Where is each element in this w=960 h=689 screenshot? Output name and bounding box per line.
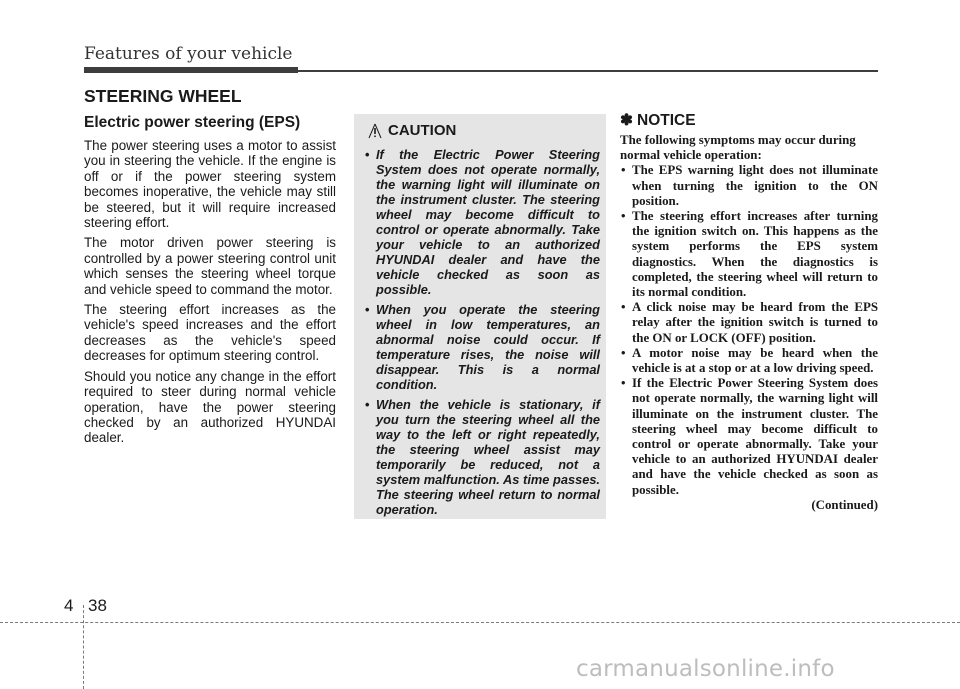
warning-triangle-icon xyxy=(368,123,382,139)
caution-header xyxy=(368,122,456,139)
eps-paragraph: The power steering uses a motor to assist you in steering the vehicle. If the engine is off or if the power steering system becomes inoperative, the vehicle may still be steered, but it will require increased steering effort. xyxy=(84,138,336,231)
caution-list xyxy=(364,147,600,522)
notice-item: • A click noise may be heard from the EPS relay after the ignition switch is turned to the ON or LOCK (OFF) position. xyxy=(620,300,878,346)
notice-item: • If the Electric Power Steering System does not operate normally, the warning light will illuminate on the instrument cluster. The steering wheel may become difficult to control or operate abnormally. Take your vehicle to an authorized HYUNDAI dealer and have the vehicle checked as soon as possible. xyxy=(620,376,878,498)
notice-column xyxy=(620,112,878,513)
notice-list xyxy=(620,163,878,497)
eps-paragraph: The steering effort increases as the vehicle's speed increases and the effort decreases as the vehicle's speed decreases for optimum steering control. xyxy=(84,302,336,364)
watermark: carmanualsonline.info xyxy=(576,656,835,682)
chapter-number: 4 xyxy=(64,596,74,615)
caution-title: CAUTION xyxy=(388,122,457,139)
header-rule-thick xyxy=(84,67,298,73)
eps-paragraph: The motor driven power steering is controlled by a power steering control unit which senses the steering wheel torque and vehicle speed to command the motor. xyxy=(84,235,336,297)
page-header-title: Features of your vehicle xyxy=(84,44,293,64)
caution-item: • When you operate the steering wheel in low temperatures, an abnormal noise could occur. If temperature rises, the noise will disappear. This is a normal condition. xyxy=(364,302,600,392)
caution-item: • If the Electric Power Steering System does not operate normally, the warning light will illuminate on the instrument cluster. The steering wheel may become difficult to control or operate abnormally. Take your vehicle to an authorized HYUNDAI dealer and have the vehicle checked as soon as possible. xyxy=(364,147,600,297)
notice-item: • The steering effort increases after turning the ignition switch on. This happens as the system performs the EPS system diagnostics. When the diagnostics is completed, the steering wheel will return to its normal condition. xyxy=(620,209,878,300)
notice-intro: The following symptoms may occur during normal vehicle operation: xyxy=(620,133,856,163)
header-rule-thin xyxy=(298,70,878,72)
continued-label: (Continued) xyxy=(811,497,878,512)
eps-paragraph: Should you notice any change in the effort required to steer during normal vehicle operation, have the power steering checked by an authorized HYUNDAI dealer. xyxy=(84,368,336,446)
section-title: STEERING WHEEL xyxy=(84,86,242,106)
footer-rule xyxy=(0,622,960,623)
notice-item: • The EPS warning light does not illuminate when turning the ignition to the ON position. xyxy=(620,163,878,209)
notice-title: NOTICE xyxy=(637,112,696,129)
caution-box xyxy=(354,114,606,519)
notice-star-icon: ✽ xyxy=(620,112,633,129)
footer-divider xyxy=(83,605,84,689)
notice-header xyxy=(620,112,878,130)
eps-description-column xyxy=(84,114,336,451)
page-number: 38 xyxy=(88,596,107,615)
caution-item: • When the vehicle is stationary, if you turn the steering wheel all the way to the left or right repeatedly, the steering wheel assist may temporarily be reduced, not a system malfunction. As time passes. The steering wheel return to normal operation. xyxy=(364,397,600,517)
eps-heading: Electric power steering (EPS) xyxy=(84,114,301,131)
notice-item: • A motor noise may be heard when the vehicle is at a stop or at a low driving speed. xyxy=(620,346,878,376)
